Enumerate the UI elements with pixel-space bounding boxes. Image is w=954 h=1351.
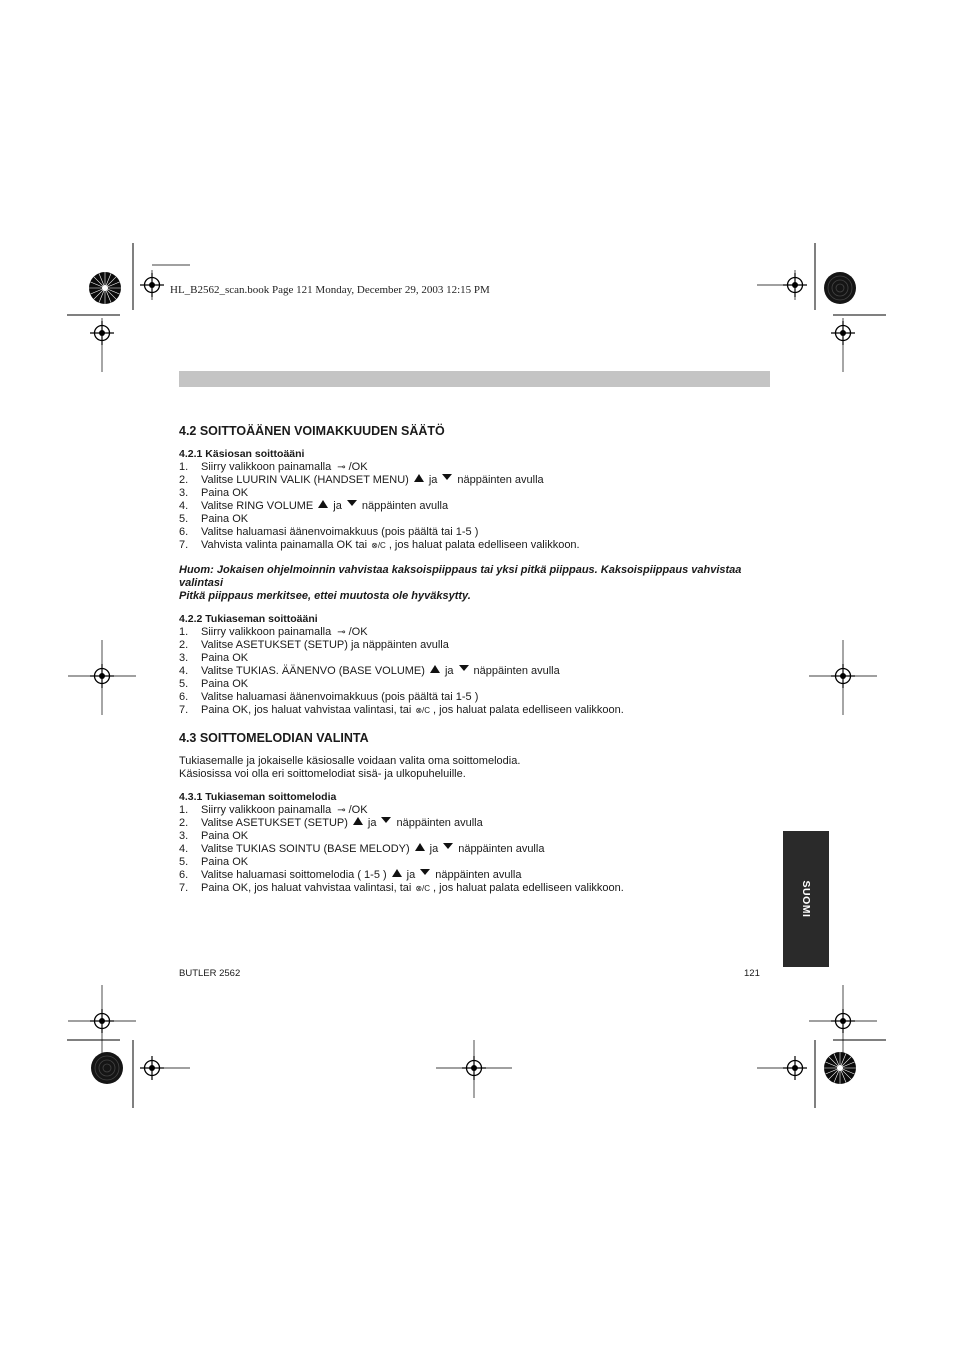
intro-text: Käsiosissa voi olla eri soittomelodiat sisä- ja ulkopuheluille.: [179, 768, 466, 780]
list-item: 2. Valitse ASETUKSET (SETUP) ja näppäinten avulla: [179, 817, 483, 829]
subsection-title-4-2-1: 4.2.1 Käsiosan soittoääni: [179, 448, 305, 460]
list-item: 1. Siirry valikkoon painamalla ⊸ /OK: [179, 626, 368, 638]
up-arrow-icon: [414, 474, 424, 482]
menu-key-icon: ⊸: [337, 462, 346, 473]
step-list: [179, 804, 779, 895]
list-item: 1. Siirry valikkoon painamalla ⊸ /OK: [179, 461, 368, 473]
list-item: 5. Paina OK: [179, 678, 249, 690]
list-item: 6. Valitse haluamasi soittomelodia ( 1-5 ) ja näppäinten avulla: [179, 869, 522, 881]
page-number: 121: [744, 968, 760, 979]
section-title-4-3: 4.3 SOITTOMELODIAN VALINTA: [179, 731, 369, 745]
list-item: 4. Valitse TUKIAS. ÄÄNENVO (BASE VOLUME) ja näppäinten avulla: [179, 665, 560, 677]
section-header-bar: [179, 371, 770, 387]
list-item: 6. Valitse haluamasi äänenvoimakkuus (pois päältä tai 1-5 ): [179, 526, 479, 538]
down-arrow-icon: [443, 843, 453, 849]
list-item: 5. Paina OK: [179, 513, 249, 525]
list-item: 1. Siirry valikkoon painamalla ⊸ /OK: [179, 804, 368, 816]
escape-key-icon: ⊗/C: [415, 884, 431, 893]
step-list: [179, 461, 779, 552]
up-arrow-icon: [392, 869, 402, 877]
note-line: Huom: Jokaisen ohjelmoinnin vahvistaa kaksoispiippaus tai yksi pitkä piippaus. Kaksoispiippaus vahvistaa: [179, 564, 742, 576]
list-item: 6. Valitse haluamasi äänenvoimakkuus (pois päältä tai 1-5 ): [179, 691, 479, 703]
up-arrow-icon: [415, 843, 425, 851]
list-item: 7. Paina OK, jos haluat vahvistaa valintasi, tai ⊗/C , jos haluat palata edelliseen valikkoon.: [179, 704, 624, 716]
up-arrow-icon: [353, 817, 363, 825]
escape-key-icon: ⊗/C: [371, 541, 386, 550]
up-arrow-icon: [318, 500, 328, 508]
down-arrow-icon: [459, 665, 469, 671]
print-header: HL_B2562_scan.book Page 121 Monday, December 29, 2003 12:15 PM: [170, 284, 490, 296]
down-arrow-icon: [347, 500, 357, 506]
section-title-4-2: 4.2 SOITTOÄÄNEN VOIMAKKUUDEN SÄÄTÖ: [179, 424, 445, 438]
list-item: 2. Valitse ASETUKSET (SETUP) ja näppäinten avulla: [179, 639, 449, 651]
note-line: valintasi: [179, 577, 224, 589]
list-item: 5. Paina OK: [179, 856, 249, 868]
list-item: 2. Valitse LUURIN VALIK (HANDSET MENU) ja näppäinten avulla: [179, 474, 544, 486]
language-tab: [783, 831, 829, 967]
down-arrow-icon: [381, 817, 391, 823]
footer-product: BUTLER 2562: [179, 968, 241, 979]
down-arrow-icon: [442, 474, 452, 480]
menu-key-icon: ⊸: [337, 805, 346, 816]
list-item: 4. Valitse RING VOLUME ja näppäinten avulla: [179, 500, 449, 512]
step-list: [179, 626, 779, 717]
note-line: Pitkä piippaus merkitsee, ettei muutosta ole hyväksytty.: [179, 590, 471, 602]
menu-key-icon: ⊸: [337, 627, 346, 638]
list-item: 3. Paina OK: [179, 487, 249, 499]
list-item: 4. Valitse TUKIAS SOINTU (BASE MELODY) ja näppäinten avulla: [179, 843, 545, 855]
subsection-title-4-3-1: 4.3.1 Tukiaseman soittomelodia: [179, 791, 337, 803]
subsection-title-4-2-2: 4.2.2 Tukiaseman soittoääni: [179, 613, 318, 625]
down-arrow-icon: [420, 869, 430, 875]
list-item: 7. Paina OK, jos haluat vahvistaa valintasi, tai ⊗/C , jos haluat palata edelliseen valikkoon.: [179, 882, 624, 894]
list-item: 3. Paina OK: [179, 652, 249, 664]
escape-key-icon: ⊗/C: [415, 706, 431, 715]
intro-text: Tukiasemalle ja jokaiselle käsiosalle voidaan valita oma soittomelodia.: [179, 755, 521, 767]
list-item: 7. Vahvista valinta painamalla OK tai ⊗/C , jos haluat palata edelliseen valikkoon.: [179, 539, 580, 551]
language-tab-label: SUOMI: [800, 880, 812, 918]
list-item: 3. Paina OK: [179, 830, 249, 842]
up-arrow-icon: [430, 665, 440, 673]
page-content: [179, 424, 779, 895]
